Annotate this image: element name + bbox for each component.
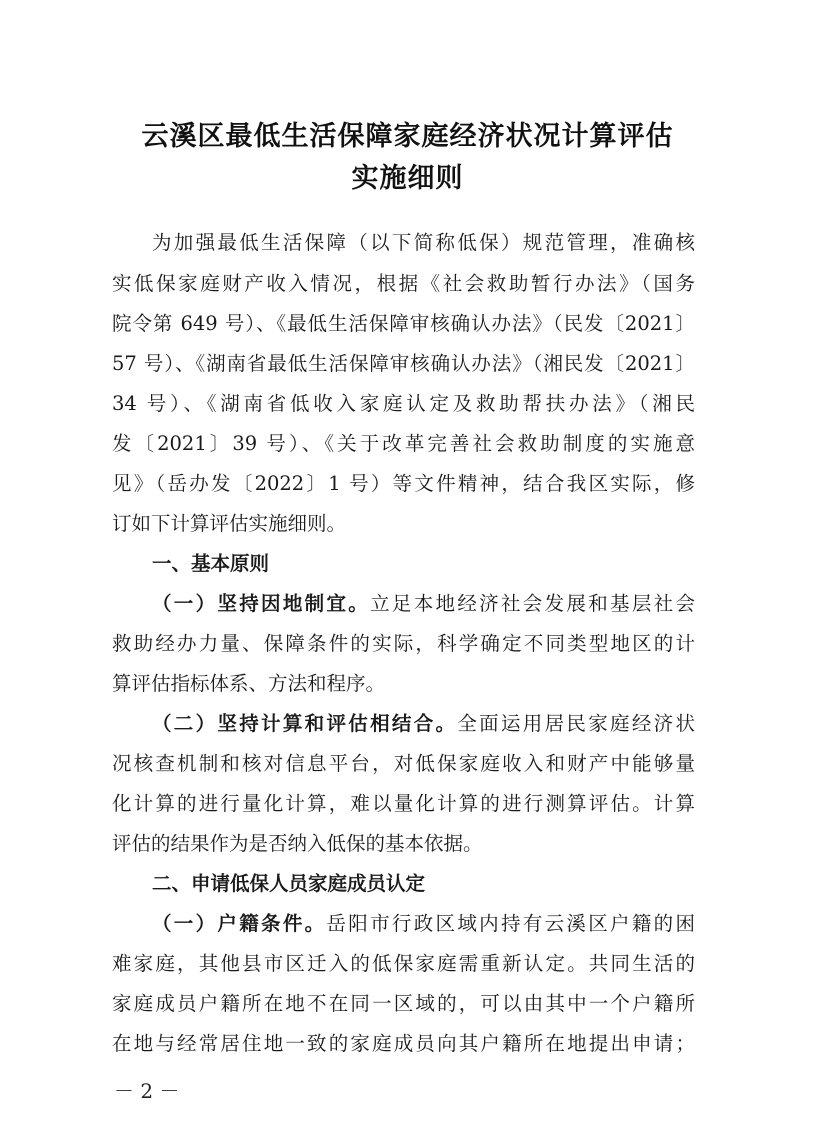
- section-heading-basic-principles: 一、基本原则: [152, 552, 270, 575]
- intro-line: 实低保家庭财产收入情况，根据《社会救助暂行办法》（国务: [112, 272, 695, 295]
- principle-2-first-line: [152, 711, 695, 737]
- principle-2-text: 全面运用居民家庭经济状: [457, 712, 695, 735]
- intro-line: 院令第 649 号）、《最低生活保障审核确认办法》（民发〔2021〕: [112, 312, 695, 335]
- principle-1-text: 立足本地经济社会发展和基层社会: [370, 592, 695, 615]
- principle-2-line: 评估的结果作为是否纳入低保的基本依据。: [112, 832, 483, 855]
- principle-1-first-line: [152, 591, 695, 617]
- household-1-lead: （一）户籍条件。: [152, 912, 327, 935]
- principle-1-line: 救助经办力量、保障条件的实际，科学确定不同类型地区的计: [112, 632, 695, 655]
- intro-line: 见》（岳办发〔2022〕1 号）等文件精神，结合我区实际，修: [112, 472, 695, 495]
- page-number: － 2 －: [114, 1079, 180, 1103]
- household-1-first-line: [152, 911, 695, 937]
- principle-2-line: 化计算的进行量化计算，难以量化计算的进行测算评估。计算: [112, 792, 695, 815]
- section-heading-family-members: 二、申请低保人员家庭成员认定: [152, 872, 426, 895]
- intro-line: 34 号）、《湖南省低收入家庭认定及救助帮扶办法》（湘民: [112, 392, 695, 415]
- household-1-text: 岳阳市行政区域内持有云溪区户籍的困: [326, 912, 695, 935]
- principle-1-lead: （一）坚持因地制宜。: [152, 592, 371, 615]
- intro-line: 为加强最低生活保障（以下简称低保）规范管理，准确核: [152, 231, 695, 254]
- household-1-line: 家庭成员户籍所在地不在同一区域的，可以由其中一个户籍所: [112, 992, 695, 1015]
- intro-line: 57 号）、《湖南省最低生活保障审核确认办法》（湘民发〔2021〕: [112, 352, 695, 375]
- document-title-line-1: 云溪区最低生活保障家庭经济状况计算评估: [141, 121, 674, 152]
- intro-line: 发〔2021〕39 号）、《关于改革完善社会救助制度的实施意: [112, 432, 695, 455]
- document-title-line-2: 实施细则: [351, 163, 464, 194]
- principle-2-line: 况核查机制和核对信息平台，对低保家庭收入和财产中能够量: [112, 752, 695, 775]
- principle-2-lead: （二）坚持计算和评估相结合。: [152, 712, 458, 735]
- intro-line: 订如下计算评估实施细则。: [112, 512, 347, 535]
- household-1-line: 在地与经常居住地一致的家庭成员向其户籍所在地提出申请；: [112, 1032, 695, 1055]
- household-1-line: 难家庭，其他县市区迁入的低保家庭需重新认定。共同生活的: [112, 952, 695, 975]
- principle-1-line: 算评估指标体系、方法和程序。: [112, 672, 386, 695]
